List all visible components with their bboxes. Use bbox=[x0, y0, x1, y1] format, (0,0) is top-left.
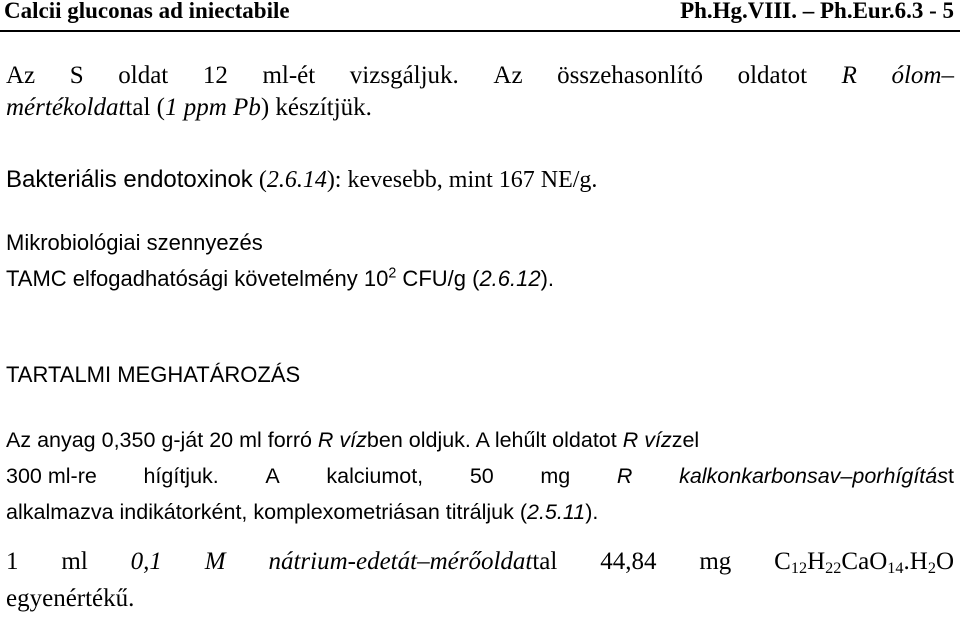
word-italic: 0,1 bbox=[130, 548, 162, 575]
word: A bbox=[265, 464, 280, 488]
reagent-name: R víz bbox=[622, 428, 672, 452]
word: Az bbox=[493, 62, 523, 89]
text: ). bbox=[585, 500, 599, 524]
word-italic: M bbox=[204, 548, 226, 575]
word-italic: R bbox=[841, 62, 857, 89]
word-italic: R bbox=[616, 464, 633, 488]
microbiology-requirement bbox=[6, 266, 554, 292]
word-italic: ólom– bbox=[891, 62, 954, 89]
word: 1 bbox=[6, 548, 19, 575]
reagent-name: mértékoldat bbox=[6, 94, 126, 121]
exponent: 2 bbox=[388, 265, 397, 282]
word: összehasonlító bbox=[557, 62, 703, 89]
titrant-word bbox=[268, 548, 557, 576]
equivalence-line-2: egyenértékű. bbox=[6, 585, 135, 612]
microbiology-heading: Mikrobiológiai szennyezés bbox=[6, 230, 263, 255]
word: oldat bbox=[118, 62, 169, 89]
assay-line-1 bbox=[6, 428, 699, 453]
assay-heading: TARTALMI MEGHATÁROZÁS bbox=[6, 362, 301, 387]
formula-part: H bbox=[807, 548, 826, 575]
word: kalciumot, bbox=[326, 464, 424, 488]
word: hígítjuk. bbox=[143, 464, 219, 488]
lead-test-line-1 bbox=[6, 62, 954, 90]
header-rule bbox=[0, 30, 960, 32]
text: alkalmazva indikátorként, komplexometriásan titráljuk ( bbox=[6, 500, 527, 524]
formula-subscript: 22 bbox=[825, 559, 842, 578]
document-title: Calcii gluconas ad iniectabile bbox=[4, 0, 290, 23]
endotoxin-label: Bakteriális endotoxinok bbox=[6, 166, 253, 193]
text: t bbox=[947, 464, 954, 488]
text: TAMC elfogadhatósági követelmény 10 bbox=[6, 266, 389, 291]
formula-subscript: 12 bbox=[790, 559, 808, 578]
text: tal bbox=[532, 548, 558, 575]
method-reference: 2.6.14 bbox=[266, 167, 327, 193]
formula-part: CaO bbox=[841, 548, 888, 575]
word: mg bbox=[699, 548, 732, 575]
reagent-name: R víz bbox=[317, 428, 367, 452]
text: CFU/g ( bbox=[396, 266, 480, 291]
text: Az anyag 0,350 g-ját 20 ml forró bbox=[6, 428, 318, 452]
text: ). bbox=[540, 266, 555, 291]
text: ) készítjük. bbox=[260, 94, 372, 121]
assay-line-2 bbox=[6, 464, 954, 489]
assay-line-3 bbox=[6, 500, 598, 525]
formula-subscript: 14 bbox=[887, 559, 904, 578]
word: 300 ml-re bbox=[6, 464, 97, 488]
text: ben oldjuk. A lehűlt oldatot bbox=[366, 428, 623, 452]
chemical-formula bbox=[774, 548, 954, 576]
word: 12 bbox=[202, 62, 228, 89]
text: tal ( bbox=[125, 94, 165, 121]
lead-test-line-2 bbox=[6, 94, 372, 122]
word: ml bbox=[61, 548, 88, 575]
method-reference: 2.5.11 bbox=[527, 500, 586, 524]
word: oldatot bbox=[737, 62, 808, 89]
word: mg bbox=[540, 464, 571, 488]
formula-part: O bbox=[935, 548, 954, 575]
text: zel bbox=[671, 428, 700, 452]
formula-part: C bbox=[774, 548, 791, 575]
formula-subscript: 2 bbox=[927, 559, 936, 578]
endotoxin-line bbox=[6, 166, 597, 194]
formula-part: .H bbox=[903, 548, 928, 575]
word: vizsgáljuk. bbox=[349, 62, 459, 89]
word: ml-ét bbox=[262, 62, 316, 89]
word: S bbox=[69, 62, 84, 89]
equivalence-line bbox=[6, 548, 954, 576]
word: Az bbox=[6, 62, 36, 89]
indicator-name: kalkonkarbonsav–porhígítás bbox=[679, 464, 948, 488]
text: ( bbox=[252, 167, 267, 193]
indicator-word bbox=[679, 464, 954, 489]
concentration: 1 ppm Pb bbox=[165, 94, 261, 121]
word: 50 bbox=[469, 464, 494, 488]
word: 44,84 bbox=[600, 548, 657, 575]
titrant-name: nátrium-edetát–mérőoldat bbox=[268, 548, 533, 575]
method-reference: 2.6.12 bbox=[479, 266, 541, 291]
text: ): kevesebb, mint 167 NE/g. bbox=[326, 167, 598, 193]
pharmacopoeia-reference: Ph.Hg.VIII. – Ph.Eur.6.3 - 5 bbox=[680, 0, 954, 23]
